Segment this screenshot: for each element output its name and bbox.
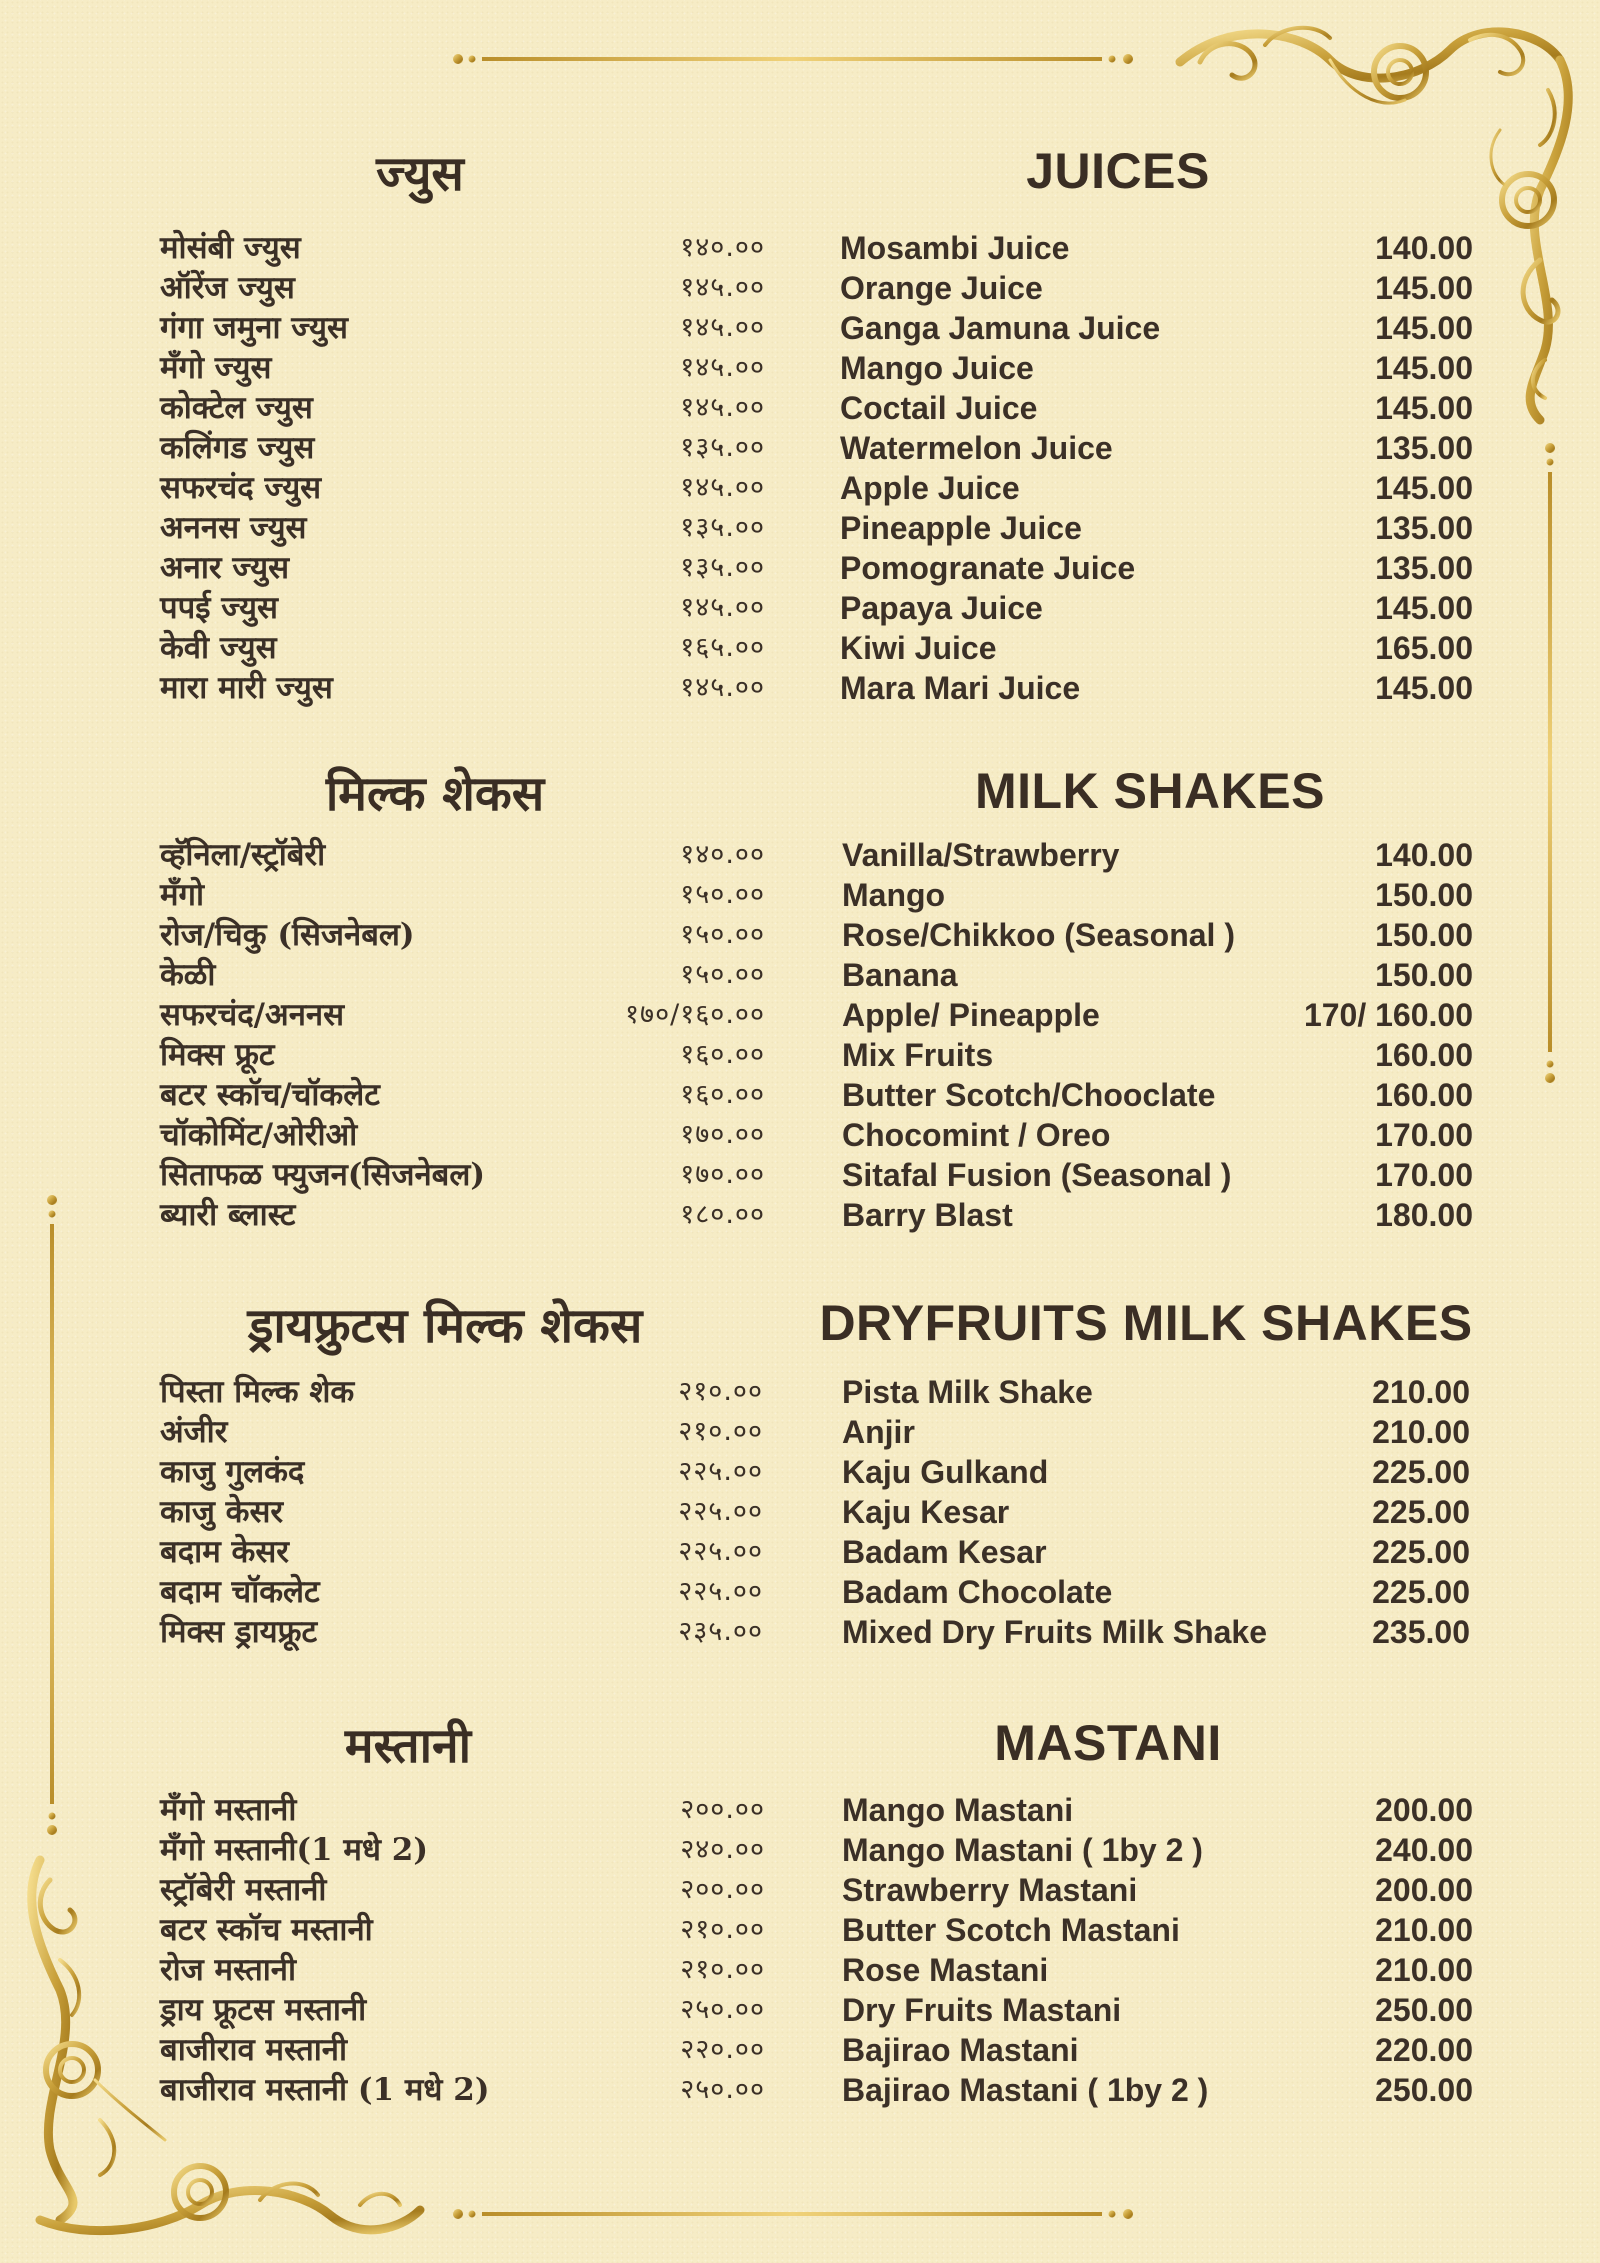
item-price: 150.00 (1375, 917, 1473, 953)
item-name: मिक्स फ्रूट (160, 1037, 275, 1073)
menu-item (160, 308, 765, 348)
item-price: 160.00 (1375, 1037, 1473, 1073)
menu-item (842, 955, 1473, 995)
menu-item (160, 668, 765, 708)
item-price: 170.00 (1375, 1117, 1473, 1153)
item-name: पिस्ता मिल्क शेक (160, 1374, 355, 1410)
menu-item (160, 1830, 765, 1870)
item-name: Vanilla/Strawberry (842, 837, 1120, 873)
menu-item (160, 388, 765, 428)
right-divider-line (1545, 443, 1555, 1083)
item-price: 235.00 (1372, 1614, 1470, 1650)
item-name: Mix Fruits (842, 1037, 994, 1073)
menu-item (840, 228, 1473, 268)
menu-item (160, 1870, 765, 1910)
menu-item (842, 835, 1473, 875)
menu-item (160, 1035, 765, 1075)
item-name: Strawberry Mastani (842, 1872, 1138, 1908)
item-price: १८०.०० (680, 1199, 765, 1230)
menu-item (160, 915, 765, 955)
item-price: १४०.०० (680, 232, 765, 263)
item-name: Orange Juice (840, 270, 1043, 306)
section-title-marathi: ज्युस (376, 146, 464, 202)
menu-item (842, 1870, 1473, 1910)
item-price: 145.00 (1375, 270, 1473, 306)
item-name: काजु केसर (160, 1494, 284, 1530)
item-price: 140.00 (1375, 230, 1473, 266)
menu-item (840, 308, 1473, 348)
item-name: Watermelon Juice (840, 430, 1113, 466)
item-name: मँगो (160, 877, 205, 913)
menu-item (160, 1155, 765, 1195)
menu-item (160, 1990, 765, 2030)
menu-item (160, 428, 765, 468)
item-name: Mango Mastani (842, 1792, 1074, 1828)
item-price: २२५.०० (678, 1456, 763, 1487)
item-price: 225.00 (1372, 1454, 1470, 1490)
section-title-english: MASTANI (994, 1715, 1222, 1771)
item-price: २००.०० (680, 1794, 765, 1825)
menu-item (842, 915, 1473, 955)
menu-item (842, 1075, 1473, 1115)
left-divider-line (47, 1195, 57, 1835)
item-price: २२०.०० (680, 2034, 765, 2065)
item-price: १४५.०० (680, 312, 765, 343)
item-name: अनार ज्युस (160, 550, 290, 586)
item-price: 135.00 (1375, 510, 1473, 546)
item-price: २४०.०० (680, 1834, 765, 1865)
item-name: कोक्टेल ज्युस (160, 390, 313, 426)
item-price: 135.00 (1375, 550, 1473, 586)
item-name: अंजीर (160, 1414, 228, 1450)
item-name: Apple Juice (840, 470, 1020, 506)
item-name: सफरचंद ज्युस (160, 470, 322, 506)
menu-item (160, 1612, 763, 1652)
item-name: बाजीराव मस्तानी (1 मधे 2) (160, 2072, 490, 2108)
menu-item (842, 995, 1473, 1035)
menu-item (160, 1572, 763, 1612)
menu-item (160, 1532, 763, 1572)
item-name: मँगो मस्तानी (160, 1792, 297, 1828)
item-price: २३५.०० (678, 1616, 763, 1647)
item-price: १४५.०० (680, 352, 765, 383)
menu-item (160, 508, 765, 548)
item-price: १३५.०० (680, 512, 765, 543)
menu-item (160, 875, 765, 915)
item-name: Mara Mari Juice (840, 670, 1081, 706)
item-price: 225.00 (1372, 1574, 1470, 1610)
item-name: व्हॅनिला/स्ट्रॉबेरी (160, 837, 326, 873)
menu-item (160, 2030, 765, 2070)
item-price: १६०.०० (680, 1039, 765, 1070)
item-price: 180.00 (1375, 1197, 1473, 1233)
item-price: 250.00 (1375, 1992, 1473, 2028)
item-price: 145.00 (1375, 350, 1473, 386)
menu-item (160, 588, 765, 628)
bottom-divider-line (453, 2209, 1133, 2219)
item-name: Mango Juice (840, 350, 1034, 386)
item-price: 200.00 (1375, 1872, 1473, 1908)
item-name: Mango (842, 877, 946, 913)
menu-item (160, 2070, 765, 2110)
item-name: ऑरेंज ज्युस (160, 270, 295, 306)
item-price: 220.00 (1375, 2032, 1473, 2068)
item-price: 200.00 (1375, 1792, 1473, 1828)
item-name: Rose Mastani (842, 1952, 1049, 1988)
menu-item (160, 955, 765, 995)
menu-item (842, 1950, 1473, 1990)
section-title-marathi: ड्रायफ्रुटस मिल्क शेकस (247, 1298, 643, 1354)
item-price: 160.00 (1375, 1077, 1473, 1113)
item-price: २२५.०० (678, 1536, 763, 1567)
item-name: Apple/ Pineapple (842, 997, 1100, 1033)
menu-item (842, 1612, 1470, 1652)
item-name: Bajirao Mastani (842, 2032, 1079, 2068)
item-name: मारा मारी ज्युस (160, 670, 333, 706)
item-price: १५०.०० (680, 959, 765, 990)
item-price: १४५.०० (680, 392, 765, 423)
item-name: बाजीराव मस्तानी (160, 2032, 348, 2068)
item-name: Dry Fruits Mastani (842, 1992, 1122, 2028)
menu-item (160, 548, 765, 588)
item-price: 210.00 (1372, 1414, 1470, 1450)
item-price: १६०.०० (680, 1079, 765, 1110)
menu-item (842, 1195, 1473, 1235)
item-price: 145.00 (1375, 470, 1473, 506)
menu-item (842, 1115, 1473, 1155)
menu-item (840, 548, 1473, 588)
menu-item (160, 348, 765, 388)
menu-item (160, 1910, 765, 1950)
menu-item (840, 268, 1473, 308)
menu-item (160, 468, 765, 508)
menu-item (840, 348, 1473, 388)
item-name: Kaju Kesar (842, 1494, 1010, 1530)
item-name: मँगो ज्युस (160, 350, 272, 386)
menu-item (842, 1532, 1470, 1572)
item-name: Banana (842, 957, 958, 993)
item-price: १४५.०० (680, 592, 765, 623)
item-name: Mosambi Juice (840, 230, 1070, 266)
item-price: 145.00 (1375, 590, 1473, 626)
section-title-english: DRYFRUITS MILK SHAKES (819, 1295, 1473, 1351)
item-name: बटर स्कॉच मस्तानी (160, 1912, 373, 1948)
item-price: २२५.०० (678, 1496, 763, 1527)
item-name: Kaju Gulkand (842, 1454, 1049, 1490)
item-name: काजु गुलकंद (160, 1454, 305, 1490)
item-name: Rose/Chikkoo (Seasonal ) (842, 917, 1235, 953)
item-price: 225.00 (1372, 1494, 1470, 1530)
item-price: १४५.०० (680, 272, 765, 303)
item-name: रोज/चिकु (सिजनेबल) (160, 917, 415, 953)
menu-item (842, 875, 1473, 915)
item-name: Bajirao Mastani ( 1by 2 ) (842, 2072, 1209, 2108)
item-name: Papaya Juice (840, 590, 1043, 626)
item-price: 210.00 (1375, 1912, 1473, 1948)
section-title-marathi: मिल्क शेकस (325, 766, 545, 822)
menu-item (160, 1075, 765, 1115)
menu-item (160, 1492, 763, 1532)
item-price: १७०.०० (680, 1159, 765, 1190)
item-name: Barry Blast (842, 1197, 1013, 1233)
menu-item (160, 835, 765, 875)
item-name: Sitafal Fusion (Seasonal ) (842, 1157, 1232, 1193)
item-name: Chocomint / Oreo (842, 1117, 1111, 1153)
item-price: 140.00 (1375, 837, 1473, 873)
menu-item (160, 1372, 763, 1412)
item-price: 240.00 (1375, 1832, 1473, 1868)
item-name: गंगा जमुना ज्युस (160, 310, 348, 346)
item-name: मोसंबी ज्युस (160, 230, 301, 266)
menu-item (842, 2030, 1473, 2070)
item-price: २५०.०० (680, 2074, 765, 2105)
item-name: मिक्स ड्रायफ्रूट (160, 1614, 318, 1650)
item-price: 225.00 (1372, 1534, 1470, 1570)
menu-item (160, 1195, 765, 1235)
item-price: 135.00 (1375, 430, 1473, 466)
item-price: 150.00 (1375, 957, 1473, 993)
item-price: 170.00 (1375, 1157, 1473, 1193)
menu-item (160, 1452, 763, 1492)
item-name: Badam Chocolate (842, 1574, 1113, 1610)
item-name: सफरचंद/अननस (160, 997, 345, 1033)
item-name: ब्यारी ब्लास्ट (160, 1197, 296, 1233)
menu-item (842, 2070, 1473, 2110)
item-name: पपई ज्युस (160, 590, 278, 626)
item-name: केवी ज्युस (160, 630, 277, 666)
item-price: २१०.०० (680, 1914, 765, 1945)
menu-item (842, 1790, 1473, 1830)
item-name: Butter Scotch Mastani (842, 1912, 1180, 1948)
item-price: १७०.०० (680, 1119, 765, 1150)
menu-item (842, 1372, 1470, 1412)
section-title-english: MILK SHAKES (975, 763, 1325, 819)
item-name: Mango Mastani ( 1by 2 ) (842, 1832, 1203, 1868)
item-price: २१०.०० (678, 1376, 763, 1407)
menu-item (160, 1790, 765, 1830)
item-price: १४०.०० (680, 839, 765, 870)
item-name: सिताफळ फ्युजन(सिजनेबल) (160, 1157, 486, 1193)
item-name: ड्राय फ्रूटस मस्तानी (160, 1992, 367, 2028)
item-price: १५०.०० (680, 919, 765, 950)
menu-item (842, 1155, 1473, 1195)
item-name: स्ट्रॉबेरी मस्तानी (160, 1872, 327, 1908)
item-name: Pomogranate Juice (840, 550, 1136, 586)
menu-item (842, 1035, 1473, 1075)
item-price: १३५.०० (680, 432, 765, 463)
item-name: बदाम चॉकलेट (160, 1574, 320, 1610)
menu-item (840, 668, 1473, 708)
item-price: 145.00 (1375, 670, 1473, 706)
item-price: १४५.०० (680, 672, 765, 703)
menu-item (160, 268, 765, 308)
item-price: 145.00 (1375, 310, 1473, 346)
item-price: २५०.०० (680, 1994, 765, 2025)
item-name: कलिंगड ज्युस (160, 430, 315, 466)
item-price: 210.00 (1375, 1952, 1473, 1988)
item-price: १५०.०० (680, 879, 765, 910)
item-name: बटर स्कॉच/चॉकलेट (160, 1077, 380, 1113)
menu-item (160, 228, 765, 268)
item-name: Badam Kesar (842, 1534, 1047, 1570)
menu-item (840, 468, 1473, 508)
menu-item (840, 588, 1473, 628)
item-name: अननस ज्युस (160, 510, 307, 546)
menu-item (160, 995, 765, 1035)
item-name: बदाम केसर (160, 1534, 289, 1570)
menu-item (160, 1115, 765, 1155)
item-price: २१०.०० (678, 1416, 763, 1447)
item-name: Kiwi Juice (840, 630, 997, 666)
item-price: 150.00 (1375, 877, 1473, 913)
menu-item (160, 1950, 765, 1990)
item-name: मँगो मस्तानी(1 मधे 2) (160, 1832, 429, 1868)
item-name: रोज मस्तानी (160, 1952, 297, 1988)
menu-item (842, 1830, 1473, 1870)
menu-item (840, 628, 1473, 668)
item-price: २००.०० (680, 1874, 765, 1905)
menu-item (840, 388, 1473, 428)
item-name: केळी (160, 957, 216, 993)
item-price: 210.00 (1372, 1374, 1470, 1410)
item-price: 170/ 160.00 (1303, 997, 1473, 1033)
item-name: Pista Milk Shake (842, 1374, 1093, 1410)
menu-item (842, 1492, 1470, 1532)
item-price: 145.00 (1375, 390, 1473, 426)
menu-item (840, 508, 1473, 548)
item-price: २१०.०० (680, 1954, 765, 1985)
item-price: १३५.०० (680, 552, 765, 583)
menu-item (842, 1910, 1473, 1950)
top-divider-line (453, 54, 1133, 64)
menu-item (842, 1412, 1470, 1452)
section-title-english: JUICES (1026, 143, 1210, 199)
menu-item (842, 1572, 1470, 1612)
item-name: Coctail Juice (840, 390, 1038, 426)
item-price: १७०/१६०.०० (625, 999, 765, 1030)
item-name: Anjir (842, 1414, 915, 1450)
item-name: चॉकोमिंट/ओरीओ (160, 1117, 358, 1153)
menu-item (842, 1990, 1473, 2030)
menu-item (840, 428, 1473, 468)
item-price: १४५.०० (680, 472, 765, 503)
item-price: 165.00 (1375, 630, 1473, 666)
item-name: Pineapple Juice (840, 510, 1082, 546)
item-price: २२५.०० (678, 1576, 763, 1607)
menu-item (160, 628, 765, 668)
item-name: Butter Scotch/Chooclate (842, 1077, 1216, 1113)
section-title-marathi: मस्तानी (344, 1718, 472, 1774)
menu-item (842, 1452, 1470, 1492)
item-name: Mixed Dry Fruits Milk Shake (842, 1614, 1268, 1650)
item-price: 250.00 (1375, 2072, 1473, 2108)
item-name: Ganga Jamuna Juice (840, 310, 1161, 346)
item-price: १६५.०० (680, 632, 765, 663)
menu-item (160, 1412, 763, 1452)
